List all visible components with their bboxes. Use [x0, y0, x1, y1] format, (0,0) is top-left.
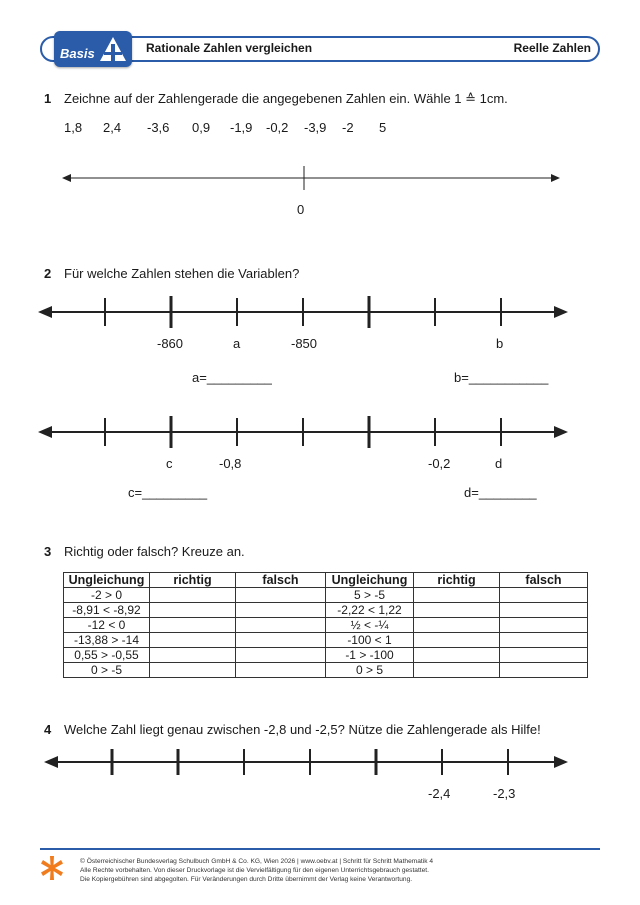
checkbox-cell-falsch[interactable] [236, 588, 326, 603]
footer-line-1: © Österreichischer Bundesverlag Schulbuch GmbH & Co. KG, Wien 2026 | www.oebv.at | Schritt für Schritt Mathematik 4 [80, 858, 434, 865]
inequality-cell: -1 > -100 [326, 648, 414, 663]
column-header: falsch [500, 573, 588, 588]
task-1-text: Zeichne auf der Zahlengerade die angegebenen Zahlen ein. Wähle 1 ≙ 1cm. [64, 91, 508, 106]
checkbox-cell-richtig[interactable] [150, 663, 236, 678]
publisher-logo-icon [41, 856, 63, 880]
inequality-table [63, 572, 588, 678]
checkbox-cell-richtig[interactable] [414, 618, 500, 633]
task-3-number: 3 [44, 544, 52, 559]
number-line-1 [62, 166, 560, 190]
tick-label: -0,2 [428, 456, 451, 471]
tick-label: -2,4 [428, 786, 451, 801]
tick-label: -860 [157, 336, 184, 351]
inequality-cell: 5 > -5 [326, 588, 414, 603]
table-row [64, 633, 588, 648]
checkbox-cell-falsch[interactable] [500, 588, 588, 603]
checkbox-cell-richtig[interactable] [414, 633, 500, 648]
checkbox-cell-falsch[interactable] [236, 648, 326, 663]
column-header: Ungleichung [64, 573, 150, 588]
checkbox-cell-richtig[interactable] [150, 618, 236, 633]
task-1-value: -2 [342, 120, 354, 135]
table-row [64, 663, 588, 678]
inequality-cell: -2 > 0 [64, 588, 150, 603]
inequality-cell: 0 > -5 [64, 663, 150, 678]
basis-badge-label: Basis [60, 46, 95, 61]
tick-label: b [496, 336, 504, 351]
inequality-cell: -2,22 < 1,22 [326, 603, 414, 618]
page-title: Rationale Zahlen vergleichen [146, 41, 313, 55]
zero-label: 0 [297, 202, 305, 217]
checkbox-cell-richtig[interactable] [414, 648, 500, 663]
inequality-cell: -12 < 0 [64, 618, 150, 633]
answer-a-field[interactable]: a=_________ [192, 370, 272, 385]
chapter-title: Reelle Zahlen [513, 41, 591, 55]
task-1-value: -3,9 [304, 120, 327, 135]
tick-label: d [495, 456, 503, 471]
task-4-number: 4 [44, 722, 52, 737]
checkbox-cell-falsch[interactable] [500, 648, 588, 663]
task-1-value: -3,6 [147, 120, 170, 135]
task-1-value: 2,4 [103, 120, 122, 135]
checkbox-cell-falsch[interactable] [500, 663, 588, 678]
footer-line-2: Alle Rechte vorbehalten. Von dieser Druckvorlage ist die Vervielfältigung für den eigenen Unterrichtsgebrauch gestattet. [80, 867, 429, 874]
task-3-text: Richtig oder falsch? Kreuze an. [64, 544, 245, 559]
checkbox-cell-richtig[interactable] [414, 603, 500, 618]
footer-divider [40, 848, 600, 850]
column-header: richtig [150, 573, 236, 588]
inequality-cell: 0,55 > -0,55 [64, 648, 150, 663]
inequality-cell: -13,88 > -14 [64, 633, 150, 648]
column-header: falsch [236, 573, 326, 588]
task-1-value: 5 [379, 120, 387, 135]
task-1-value: -1,9 [230, 120, 253, 135]
checkbox-cell-richtig[interactable] [414, 588, 500, 603]
inequality-cell: -8,91 < -8,92 [64, 603, 150, 618]
table-row [64, 648, 588, 663]
checkbox-cell-falsch[interactable] [236, 603, 326, 618]
task-2-text: Für welche Zahlen stehen die Variablen? [64, 266, 300, 281]
number-line-4 [44, 749, 568, 775]
inequality-cell: ½ < -¼ [326, 618, 414, 633]
checkbox-cell-falsch[interactable] [236, 633, 326, 648]
checkbox-cell-richtig[interactable] [414, 663, 500, 678]
footer-copyright [80, 857, 433, 884]
tick-label: -0,8 [219, 456, 242, 471]
task-1-value: 1,8 [64, 120, 83, 135]
checkbox-cell-falsch[interactable] [500, 618, 588, 633]
inequality-cell: 0 > 5 [326, 663, 414, 678]
inequality-cell: -100 < 1 [326, 633, 414, 648]
tick-label: a [233, 336, 241, 351]
checkbox-cell-falsch[interactable] [236, 663, 326, 678]
checkbox-cell-richtig[interactable] [150, 648, 236, 663]
table-header-row [64, 573, 588, 588]
answer-b-field[interactable]: b=___________ [454, 370, 549, 385]
footer-line-3: Die Kopiergebühren sind abgegolten. Für Veränderungen durch Dritte übernimmt der Verlag keine Verantwortung. [80, 876, 413, 883]
checkbox-cell-richtig[interactable] [150, 633, 236, 648]
task-4-text: Welche Zahl liegt genau zwischen -2,8 und -2,5? Nütze die Zahlengerade als Hilfe! [64, 722, 541, 737]
table-row [64, 618, 588, 633]
checkbox-cell-falsch[interactable] [236, 618, 326, 633]
task-2-number: 2 [44, 266, 52, 281]
tick-label: c [166, 456, 173, 471]
column-header: richtig [414, 573, 500, 588]
tick-label: -2,3 [493, 786, 516, 801]
table-row [64, 603, 588, 618]
answer-d-field[interactable]: d=________ [464, 485, 537, 500]
answer-c-field[interactable]: c=_________ [128, 485, 208, 500]
column-header: Ungleichung [326, 573, 414, 588]
tick-label: -850 [291, 336, 318, 351]
checkbox-cell-falsch[interactable] [500, 603, 588, 618]
checkbox-cell-richtig[interactable] [150, 588, 236, 603]
number-line-2b [38, 416, 568, 448]
checkbox-cell-falsch[interactable] [500, 633, 588, 648]
task-1-number: 1 [44, 91, 52, 106]
task-1-value: 0,9 [192, 120, 211, 135]
table-row [64, 588, 588, 603]
task-1-value: -0,2 [266, 120, 289, 135]
checkbox-cell-richtig[interactable] [150, 603, 236, 618]
number-line-2a [38, 296, 568, 328]
